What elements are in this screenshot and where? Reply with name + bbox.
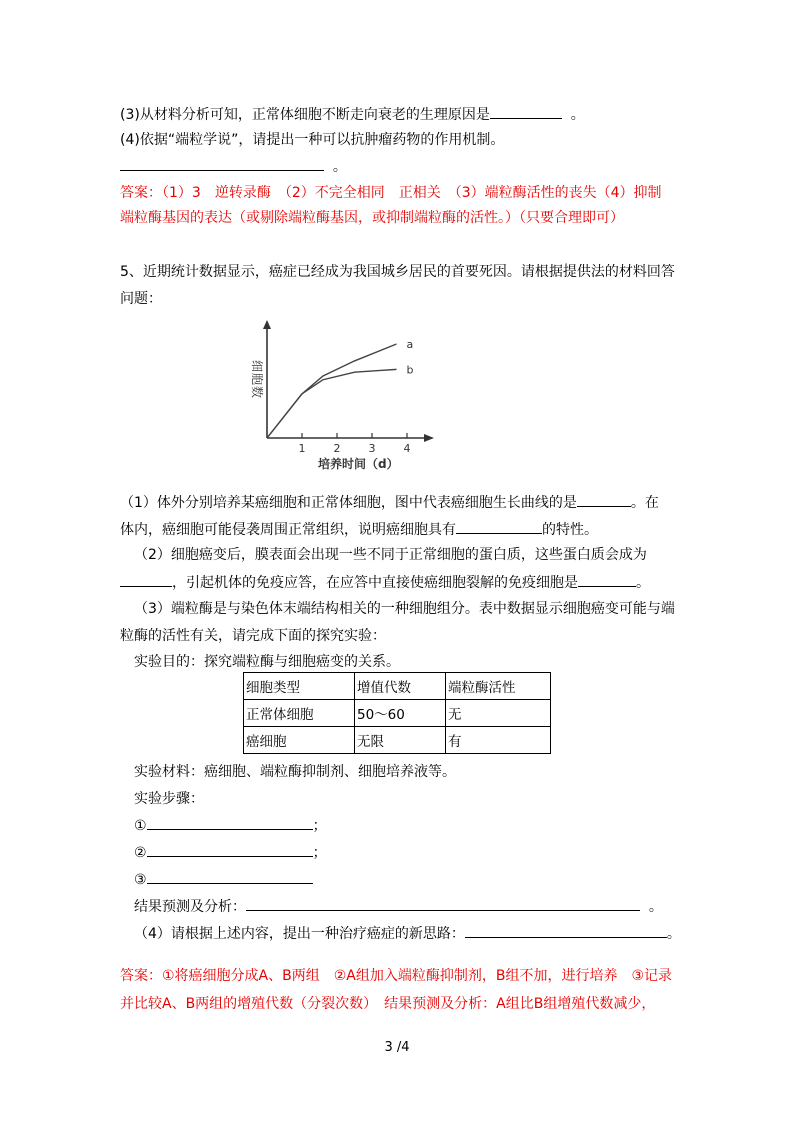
part-4: （4）请根据上述内容，提出一种治疗癌症的新思路： 。: [134, 923, 681, 944]
table-row: [244, 700, 551, 727]
part-1-line-1: （1）体外分别培养某癌细胞和正常体细胞，图中代表癌细胞生长曲线的是 。在: [120, 492, 659, 513]
x-tick-label: 4: [403, 442, 411, 455]
answer-blank[interactable]: [147, 815, 313, 830]
part-3-line-2: 粒酶的活性有关，请完成下面的探究实验：: [120, 628, 386, 644]
table-cell: 癌细胞: [244, 727, 355, 754]
step-2: ② ；: [134, 842, 327, 863]
answer-blank[interactable]: [147, 842, 313, 857]
experiment-purpose: 实验目的：探究端粒酶与细胞癌变的关系。: [134, 654, 400, 670]
table-cell: 正常体细胞: [244, 700, 355, 727]
question-3: (3)从材料分析可知，正常体细胞不断走向衰老的生理原因是 。: [120, 104, 585, 125]
table-row: [244, 727, 551, 754]
answer-blank[interactable]: [147, 869, 313, 884]
x-axis-arrow: [424, 434, 434, 442]
part-2-line-1: （2）细胞癌变后，膜表面会出现一些不同于正常细胞的蛋白质，这些蛋白质会成为: [134, 547, 647, 563]
result-prediction: 结果预测及分析： 。: [134, 896, 663, 917]
series-line-a: [267, 344, 397, 438]
x-tick-label: 1: [298, 442, 306, 455]
answer-2-line-1: 答案：①将癌细胞分成A、B两组 ②A组加入端粒酶抑制剂，B组不加，进行培养 ③记录: [120, 968, 673, 984]
answer-blank[interactable]: [120, 156, 324, 171]
page-number: 3 /4: [384, 1040, 410, 1055]
part-1-line-2: 体内，癌细胞可能侵袭周围正常组织，说明癌细胞具有 的特性。: [120, 519, 598, 540]
series-label-b: b: [406, 363, 414, 377]
answer-blank[interactable]: [120, 572, 172, 587]
series-line-b: [267, 369, 397, 438]
growth-curve-chart: [240, 318, 450, 478]
question-5-line-2: 问题：: [120, 291, 162, 307]
answer-blank[interactable]: [577, 492, 631, 507]
x-tick-label: 3: [368, 442, 376, 455]
experiment-materials: 实验材料：癌细胞、端粒酶抑制剂、细胞培养液等。: [134, 764, 456, 780]
step-3: ③: [134, 869, 313, 890]
table-header-cell: 细胞类型: [244, 673, 355, 700]
table-cell: 无限: [355, 727, 446, 754]
answer-blank[interactable]: [465, 923, 667, 938]
experiment-steps-label: 实验步骤：: [134, 791, 204, 807]
part-3-line-1: （3）端粒酶是与染色体末端结构相关的一种细胞组分。表中数据显示细胞癌变可能与端: [134, 601, 675, 617]
answer-1-line-2: 端粒酶基因的表达（或剔除端粒酶基因，或抑制端粒酶的活性。）（只要合理即可）: [120, 210, 624, 226]
answer-1-line-1: 答案：（1）3 逆转录酶 （2）不完全相同 正相关 （3）端粒酶活性的丧失（4）抑制: [120, 185, 662, 201]
answer-blank[interactable]: [246, 896, 640, 911]
answer-2-line-2: 并比较A、B两组的增殖代数（分裂次数） 结果预测及分析：A组比B组增殖代数减少，: [120, 996, 656, 1012]
x-tick-label: 2: [333, 442, 341, 455]
table-header-cell: 端粒酶活性: [446, 673, 551, 700]
question-4-answer-line: 。: [120, 156, 347, 177]
answer-blank[interactable]: [456, 519, 542, 534]
answer-blank[interactable]: [490, 104, 562, 119]
series-label-a: a: [406, 338, 414, 351]
table-header-row: [244, 673, 551, 700]
question-5-line-1: 5、近期统计数据显示，癌症已经成为我国城乡居民的首要死因。请根据提供法的材料回答: [120, 264, 675, 280]
x-axis-label: 培养时间（d）: [318, 457, 399, 471]
step-1: ① ；: [134, 815, 327, 836]
y-axis-label: 细胞数: [250, 360, 264, 400]
question-4: (4)依据“端粒学说”，请提出一种可以抗肿瘤药物的作用机制。: [120, 132, 505, 148]
table-header-cell: 增值代数: [355, 673, 446, 700]
part-2-line-2: ，引起机体的免疫应答，在应答中直接使癌细胞裂解的免疫细胞是 。: [120, 572, 650, 593]
data-table: [243, 672, 551, 754]
table-cell: 50～60: [355, 700, 446, 727]
answer-blank[interactable]: [578, 572, 636, 587]
table-cell: 无: [446, 700, 551, 727]
y-axis-arrow: [263, 320, 271, 329]
table-cell: 有: [446, 727, 551, 754]
